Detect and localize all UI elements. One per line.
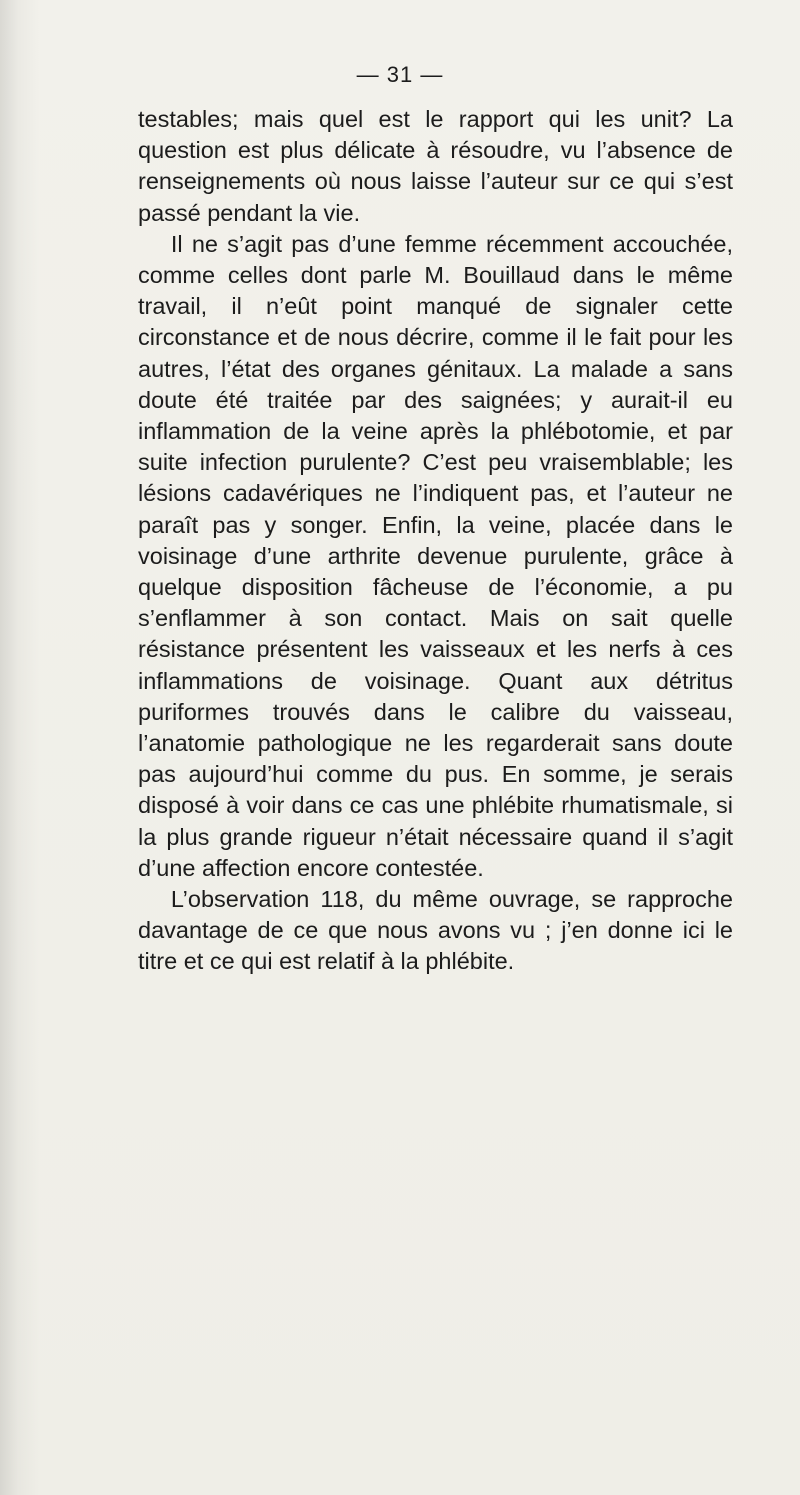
paragraph-2: Il ne s’agit pas d’une femme récemment accouchée, comme celles dont parle M. Bouillaud dans le même travail, il n’eût point manqué de signaler cette circonstance et de nous décrire, comme il le fait pour les autres, l’état des organes génitaux. La malade a sans doute été traitée par des saignées; y aurait-il eu inflammation de la veine après la phlébotomie, et par suite infection purulente? C’est peu vraisemblable; les lésions cadavériques ne l’indiquent pas, et l’auteur ne paraît pas y songer. Enfin, la veine, placée dans le voisinage d’une arthrite devenue purulente, grâce à quelque disposition fâcheuse de l’économie, a pu s’enflammer à son contact. Mais on sait quelle résistance présentent les vaisseaux et les nerfs à ces inflammations de voisinage. Quant aux détritus puriformes trouvés dans le calibre du vaisseau, l’anatomie pathologique ne les regarderait sans doute pas aujourd’hui comme du pus. En somme, je serais disposé à voir dans ce cas une phlébite rhumatismale, si la plus grande rigueur n’était nécessaire quand il s’agit d’une affection encore contestée. bbox=[138, 230, 733, 881]
paragraph-3: L’observation 118, du même ouvrage, se rapproche davantage de ce que nous avons vu ; j’en donne ici le titre et ce qui est relatif à la phlébite. bbox=[138, 886, 733, 975]
page-number: — 31 — bbox=[356, 62, 444, 87]
paragraph-1: testables; mais quel est le rapport qui les unit? La question est plus délicate à résoudre, vu l’absence de renseignements où nous laisse l’auteur sur ce qui s’est passé pendant la vie. bbox=[138, 106, 733, 226]
body-text bbox=[138, 104, 733, 978]
